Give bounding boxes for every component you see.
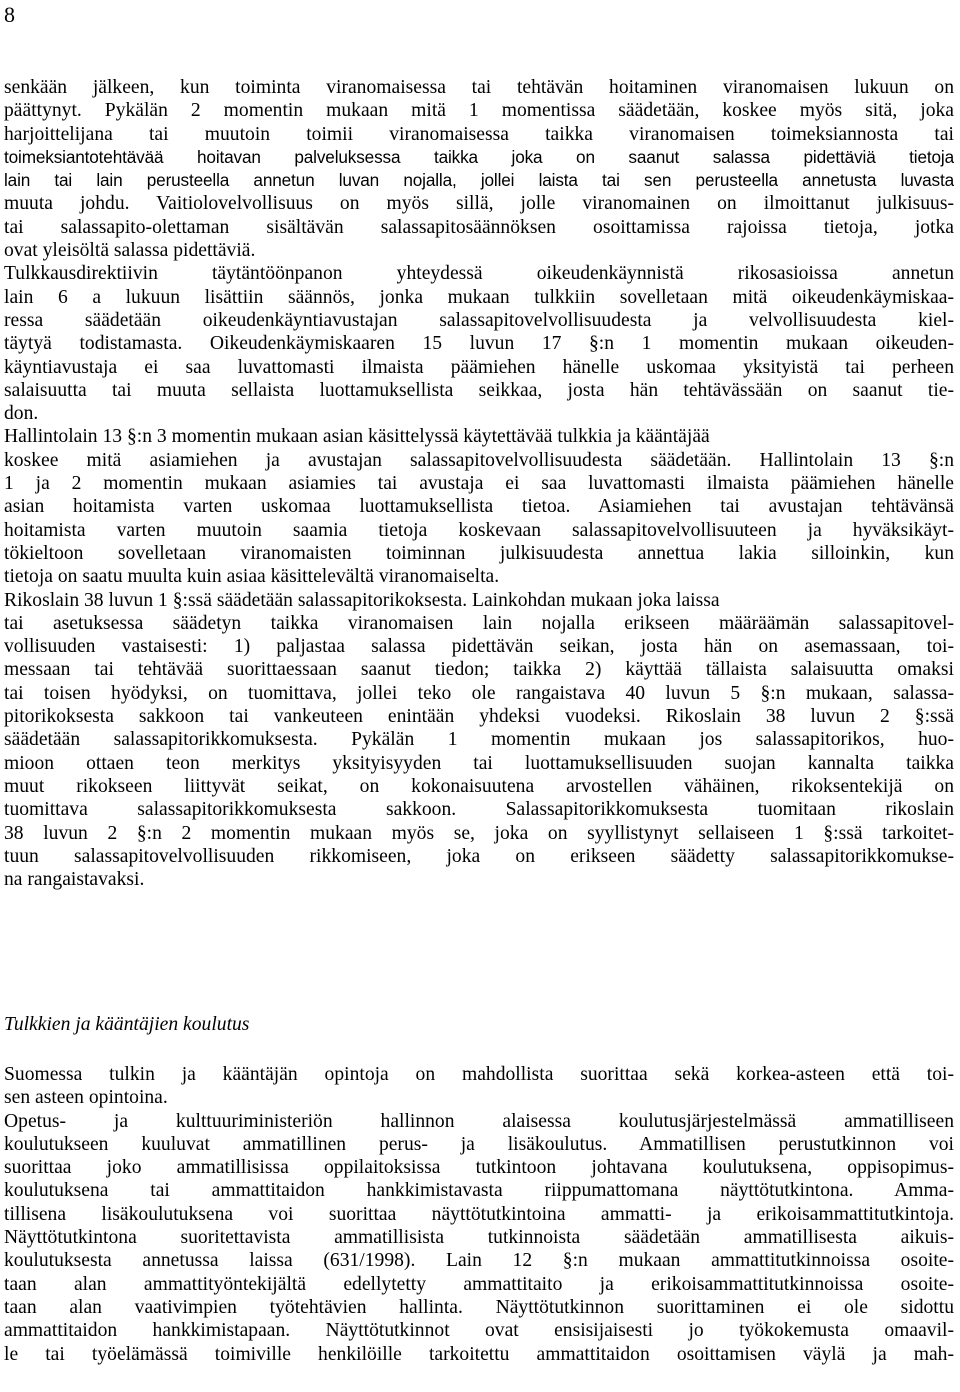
page-number: 8 xyxy=(4,2,15,27)
text-line: Tulkkausdirektiivin täytäntöönpanon yhteydessä oikeudenkäynnistä rikosasioissa annetun xyxy=(4,263,954,285)
text-line: ovat yleisöltä salassa pidettäviä. xyxy=(4,240,256,262)
text-line: vollisuuden vastaisesti: 1) paljastaa salassa pidettävän seikan, josta hän on asemassaan, toi- xyxy=(4,636,954,658)
text-line: muuta johdu. Vaitiolovelvollisuus on myös sillä, jolle viranomainen on ilmoittanut julkisuus- xyxy=(4,193,954,215)
text-line: Hallintolain 13 §:n 3 momentin mukaan asian käsittelyssä käytettävää tulkkia ja kääntäjää xyxy=(4,426,710,448)
text-line: koskee mitä asiamiehen ja avustajan salassapitovelvollisuudesta säädetään. Hallintolain 13 §:n xyxy=(4,449,954,471)
text-line: hoitamista varten muutoin saamia tietoja koskevaan salassapitovelvollisuuteen ja hyväksikäyt- xyxy=(4,519,954,541)
text-line: asian hoitamista varten uskomaa luottamuksellista tietoa. Asiamiehen tai avustajan tehtävänsä xyxy=(4,496,954,518)
text-line: täytyä todistamasta. Oikeudenkäymiskaaren 15 luvun 17 §:n 1 momentin mukaan oikeuden- xyxy=(4,333,954,355)
text-line: Opetus- ja kulttuuriministeriön hallinnon alaisessa koulutusjärjestelmässä ammatilliseen xyxy=(4,1110,954,1132)
text-line: taan alan vaativimpien työtehtävien hallinta. Näyttötutkinnon suorittaminen ei ole sidottu xyxy=(4,1296,954,1318)
text-line: koulutuksesta annetussa laissa (631/1998). Lain 12 §:n mukaan ammattitutkinnoissa osoite- xyxy=(4,1250,954,1272)
text-line: tuun salassapitovelvollisuuden rikkomiseen, joka on erikseen säädetty salassapitorikkomukse- xyxy=(4,845,954,867)
text-line: sen asteen opintoina. xyxy=(4,1087,168,1109)
body-text-section-1 xyxy=(4,76,954,891)
text-line: lain tai lain perusteella annetun luvan nojalla, jollei laista tai sen perusteella annetusta luvasta xyxy=(4,170,954,191)
text-line: käyntiavustaja ei saa luvattomasti ilmaista päämiehen hänelle uskomaa yksityistä tai perheen xyxy=(4,356,954,378)
text-line: tietoja on saatu muulta kuin asiaa käsittelevältä viranomaiselta. xyxy=(4,566,500,588)
text-line: messaan tai tehtävää suorittaessaan saanut tiedon; taikka 2) käyttää tällaista salaisuutta omaksi xyxy=(4,659,954,681)
text-line: salaisuutta tai muuta sellaista luottamuksellista seikkaa, josta hän tehtävässään on saanut tie- xyxy=(4,379,954,401)
text-line: le tai työelämässä toimiville henkilöille tarkoitettu ammattitaidon osoittamisen väylä ja mah- xyxy=(4,1343,954,1365)
text-line: don. xyxy=(4,403,39,425)
text-line: ammattitaidon hankkimistapaan. Näyttötutkinnot ovat ensisijaisesti jo työkokemusta omaavil- xyxy=(4,1320,954,1342)
text-line: 38 luvun 2 §:n 2 momentin mukaan myös se, joka on syyllistynyt sellaiseen 1 §:ssä tarkoitet- xyxy=(4,822,954,844)
text-line: tillisena lisäkoulutuksena voi suorittaa näyttötutkintoina ammatti- ja erikoisammattitutkintoja. xyxy=(4,1203,954,1225)
text-line: päättynyt. Pykälän 2 momentin mukaan mitä 1 momentissa säädetään, koskee myös sitä, joka xyxy=(4,100,954,122)
body-text-section-2 xyxy=(4,1063,954,1366)
text-line: harjoittelijana tai muutoin toimii viranomaisessa taikka viranomaisen toimeksiannosta tai xyxy=(4,123,954,145)
text-line: tökieltoon sovelletaan viranomaisten toiminnan julkisuudesta annettua lakia silloinkin, kun xyxy=(4,542,954,564)
text-line: tuomittava salassapitorikkomuksesta sakkoon. Salassapitorikkomuksesta tuomitaan rikoslain xyxy=(4,799,954,821)
section-heading: Tulkkien ja kääntäjien koulutus xyxy=(4,1014,250,1035)
text-line: lain 6 a lukuun lisättiin säännös, jonka mukaan tulkkiin sovelletaan mitä oikeudenkäymiskaa- xyxy=(4,286,954,308)
text-line: senkään jälkeen, kun toiminta viranomaisessa tai tehtävän hoitaminen viranomaisen lukuun on xyxy=(4,77,954,98)
text-line: taan alan ammattityöntekijältä edellytetty ammattitaito ja erikoisammattitutkinnoissa osoite- xyxy=(4,1273,954,1295)
text-line: tai salassapito-olettaman sisältävän salassapitosäännöksen osoittamissa rajoissa tietoja, jotka xyxy=(4,216,954,238)
text-line: toimeksiantotehtävää hoitavan palveluksessa taikka joka on saanut salassa pidettäviä tietoja xyxy=(4,146,954,167)
text-line: tai asetuksessa säädetyn taikka viranomaisen lain nojalla erikseen määräämän salassapitovel- xyxy=(4,612,954,634)
text-line: Rikoslain 38 luvun 1 §:ssä säädetään salassapitorikoksesta. Lainkohdan mukaan joka laissa xyxy=(4,589,720,611)
text-line: muut rikokseen liittyvät seikat, on kokonaisuutena arvostellen vähäinen, rikoksentekijä on xyxy=(4,775,954,797)
text-line: pitorikoksesta sakkoon tai vankeuteen enintään yhdeksi vuodeksi. Rikoslain 38 luvun 2 §:ssä xyxy=(4,706,954,728)
text-line: Näyttötutkintona suoritettavista ammatillisista tutkinnoista säädetään ammatillisesta aikuis- xyxy=(4,1227,954,1249)
text-line: 1 ja 2 momentin mukaan asiamies tai avustaja ei saa luvattomasti ilmaista päämiehen hänelle xyxy=(4,473,954,495)
text-line: säädetään salassapitorikkomuksesta. Pykälän 1 momentin mukaan jos salassapitorikos, huo- xyxy=(4,729,954,751)
text-line: mioon ottaen teon merkitys yksityisyyden tai luottamuksellisuuden suojan kannalta taikka xyxy=(4,752,954,774)
text-line: na rangaistavaksi. xyxy=(4,869,145,891)
text-line: koulutukseen kuuluvat ammatillinen perus- ja lisäkoulutus. Ammatillisen perustutkinnon voi xyxy=(4,1133,954,1155)
text-line: suorittaa joko ammatillisissa oppilaitoksissa tutkintoon johtavana koulutuksena, oppisopimus- xyxy=(4,1157,954,1179)
text-line: ressa säädetään oikeudenkäyntiavustajan salassapitovelvollisuudesta ja velvollisuudesta kiel- xyxy=(4,309,954,331)
text-line: tai toisen hyödyksi, on tuomittava, jollei teko ole rangaistava 40 luvun 5 §:n mukaan, salassa- xyxy=(4,682,954,704)
text-line: koulutuksena tai ammattitaidon hankkimistavasta riippumattomana näyttötutkintona. Amma- xyxy=(4,1180,954,1202)
text-line: Suomessa tulkin ja kääntäjän opintoja on mahdollista suorittaa sekä korkea-asteen että toi- xyxy=(4,1064,954,1085)
